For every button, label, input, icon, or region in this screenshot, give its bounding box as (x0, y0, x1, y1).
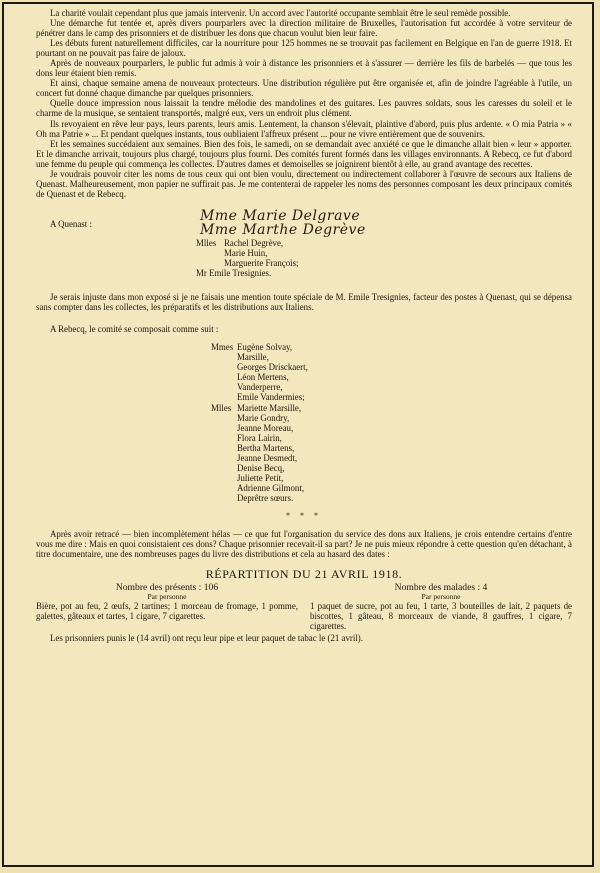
sick-body: 1 paquet de sucre, pot au feu, 1 tarte, 3 bouteilles de lait, 2 paquets de biscottes, 1 gâteau, 8 morceaux de viande, 8 gauffres, 1 cigare, 7 cigarettes. (310, 601, 572, 632)
sick-subheading: Par personne (421, 592, 461, 602)
present-body: Bière, pot au feu, 2 œufs, 2 tartines; 1 morceau de fromage, 1 pomme, galettes, gâteaux et tartes, 1 cigare, 7 cigarettes. (36, 601, 298, 622)
paragraph: Une démarche fut tentée et, après divers pourparlers avec la direction militaire de Bruxelles, l'autorisation fut accordée à votre serviteur de pénétrer dans le camp des prisonniers et de distribuer les dons que chacun voulut bien leur faire. (36, 18, 572, 39)
repartition-title: RÉPARTITION DU 21 AVRIL 1918. (205, 567, 403, 582)
list-item: Jeanne Moreau, (237, 422, 294, 433)
quenast-mr: Mr Emile Tresignies. (196, 268, 272, 279)
list-item: Eugène Solvay, (237, 342, 293, 353)
list-item: Marie Huin, (224, 247, 268, 258)
paragraph: Ils revoyaient en rêve leur pays, leurs parents, leurs amis. Lentement, la chanson s'élevait, plaintive d'abord, puis plus ardente. « O mia Patria » « Oh ma Patrie » ... Et pendant quelques instants, tous oubliaient l'affreux présent ... pour ne vivre entièrement que de souvenirs. (36, 118, 572, 139)
rebecq-label: A Rebecq, le comité se composait comme suit : (50, 324, 219, 335)
section-separator: * * * (286, 510, 322, 520)
rebecq-mlles (36, 403, 572, 503)
list-item: Deprêtre sœurs. (237, 492, 294, 503)
paragraph: Les débuts furent naturellement difficiles, car la nourriture pour 125 hommes ne se trouvait pas facilement en Belgique en l'an de guerre 1918. Et pourtant on ne pouvait pas faire de jaloux. (36, 38, 572, 59)
quenast-names (224, 238, 299, 268)
list-item: Léon Mertens, (237, 372, 289, 383)
rebecq-mmes (36, 342, 572, 402)
list-item: Marie Gondry, (237, 412, 290, 423)
list-item: Mariette Marsille, (237, 402, 302, 413)
paragraph-tresignies: Je serais injuste dans mon exposé si je ne faisais une mention toute spéciale de M. Emile Tresignies, facteur des postes à Quenast, qui se dépensa sans compter dans les collectes, les préparatifs et les distributions aux Italiens. (36, 292, 572, 313)
repartition-columns (36, 583, 572, 631)
signature: Mme Marthe Degrève (200, 221, 366, 238)
mmes-prefix: Mmes (211, 342, 234, 353)
list-item: Adrienne Gilmont, (237, 482, 305, 493)
list-item: Denise Becq, (237, 462, 285, 473)
present-subheading: Par personne (147, 592, 187, 602)
list-item: Rachel Degrève, (224, 237, 284, 248)
list-item: Juliette Petit, (237, 472, 284, 483)
quenast-label: A Quenast : (50, 218, 92, 229)
paragraph: Je voudrais pouvoir citer les noms de tous ceux qui ont bien voulu, directement ou indirectement collaborer à l'œuvre de secours aux Italiens de Quenast. Malheureusement, mon papier ne suffirait pas. Je me contenterai de rappeler les noms des personnes composant les deux principaux comités de Quenast et de Rebecq. (36, 168, 572, 199)
rebecq-mlles-list (237, 403, 304, 503)
paragraph: Et les semaines succédaient aux semaines. Bien des fois, le samedi, on se demandait avec anxiété ce que le dimanche allait bien « leur » apporter. Et le dimanche arrivait, toujours plus chargé, toujours plus fourni. Des comités furent formés dans les villages environnants. A Rebecq, ce fut d'abord une femme du peuple qui commença les collectes. D'autres dames et demoiselles se joignirent bientôt à elle, au grand avantage des recettes. (36, 138, 572, 169)
list-item: Georges Drisckaert, (237, 362, 308, 373)
mlles-prefix: Mlles (196, 237, 217, 248)
signature: Mme Marie Delgrave (200, 207, 361, 224)
rebecq-mmes-list (237, 342, 308, 402)
sick-heading: Nombre des malades : 4 (394, 582, 488, 594)
paragraph-after: Après avoir retracé — bien incomplètement hélas — ce que fut l'organisation du service des dons aux Italiens, je crois entendre certains d'entre vous me dire : Mais en quoi consistaient ces dons? Chaque prisonnier recevait-il sa part? Je ne puis mieux répondre à cette question qu'en détachant, à titre documentaire, une des nombreuses pages du livre des distributions et cela au hasard des dates : (36, 529, 572, 560)
list-item: Vanderperre, (237, 382, 283, 393)
list-item: Jeanne Desmedt, (237, 452, 298, 463)
paragraph: Et ainsi, chaque semaine amena de nouveaux protecteurs. Une distribution régulière put être organisée et, afin de joindre l'agréable à l'utile, un concert fut donné chaque dimanche par quelques prisonniers. (36, 78, 572, 99)
list-item: Flora Lairin, (237, 432, 282, 443)
document-page (36, 8, 572, 643)
list-item: Marsille, (237, 352, 269, 363)
list-item: Emile Vandermies; (237, 392, 305, 403)
list-item: Marguerite François; (224, 257, 299, 268)
paragraph: La charité voulait cependant plus que jamais intervenir. Un accord avec l'autorité occupante semblait être le seul remède possible. (50, 8, 511, 18)
paragraph: Après de nouveaux pourparlers, le public fut admis à voir à distance les prisonniers et à s'assurer — derrière les fils de barbelés — que tous les dons leur étaient bien remis. (36, 58, 572, 79)
quenast-committee (36, 209, 572, 278)
sick-column (310, 583, 572, 631)
list-item: Bertha Martens, (237, 442, 295, 453)
paragraph: Quelle douce impression nous laissait la tendre mélodie des mandolines et des guitares. Les pauvres soldats, sous les caresses du soleil et le charme de la musique, se sentaient transportés, malgré eux, vers un endroit plus clément. (36, 98, 572, 119)
final-line: Les prisonniers punis le (14 avril) ont reçu leur pipe et leur paquet de tabac le (21 avril). (50, 633, 363, 644)
present-column (36, 583, 298, 631)
mlles-prefix: Mlles (211, 402, 232, 413)
present-heading: Nombre des présents : 106 (115, 582, 219, 594)
